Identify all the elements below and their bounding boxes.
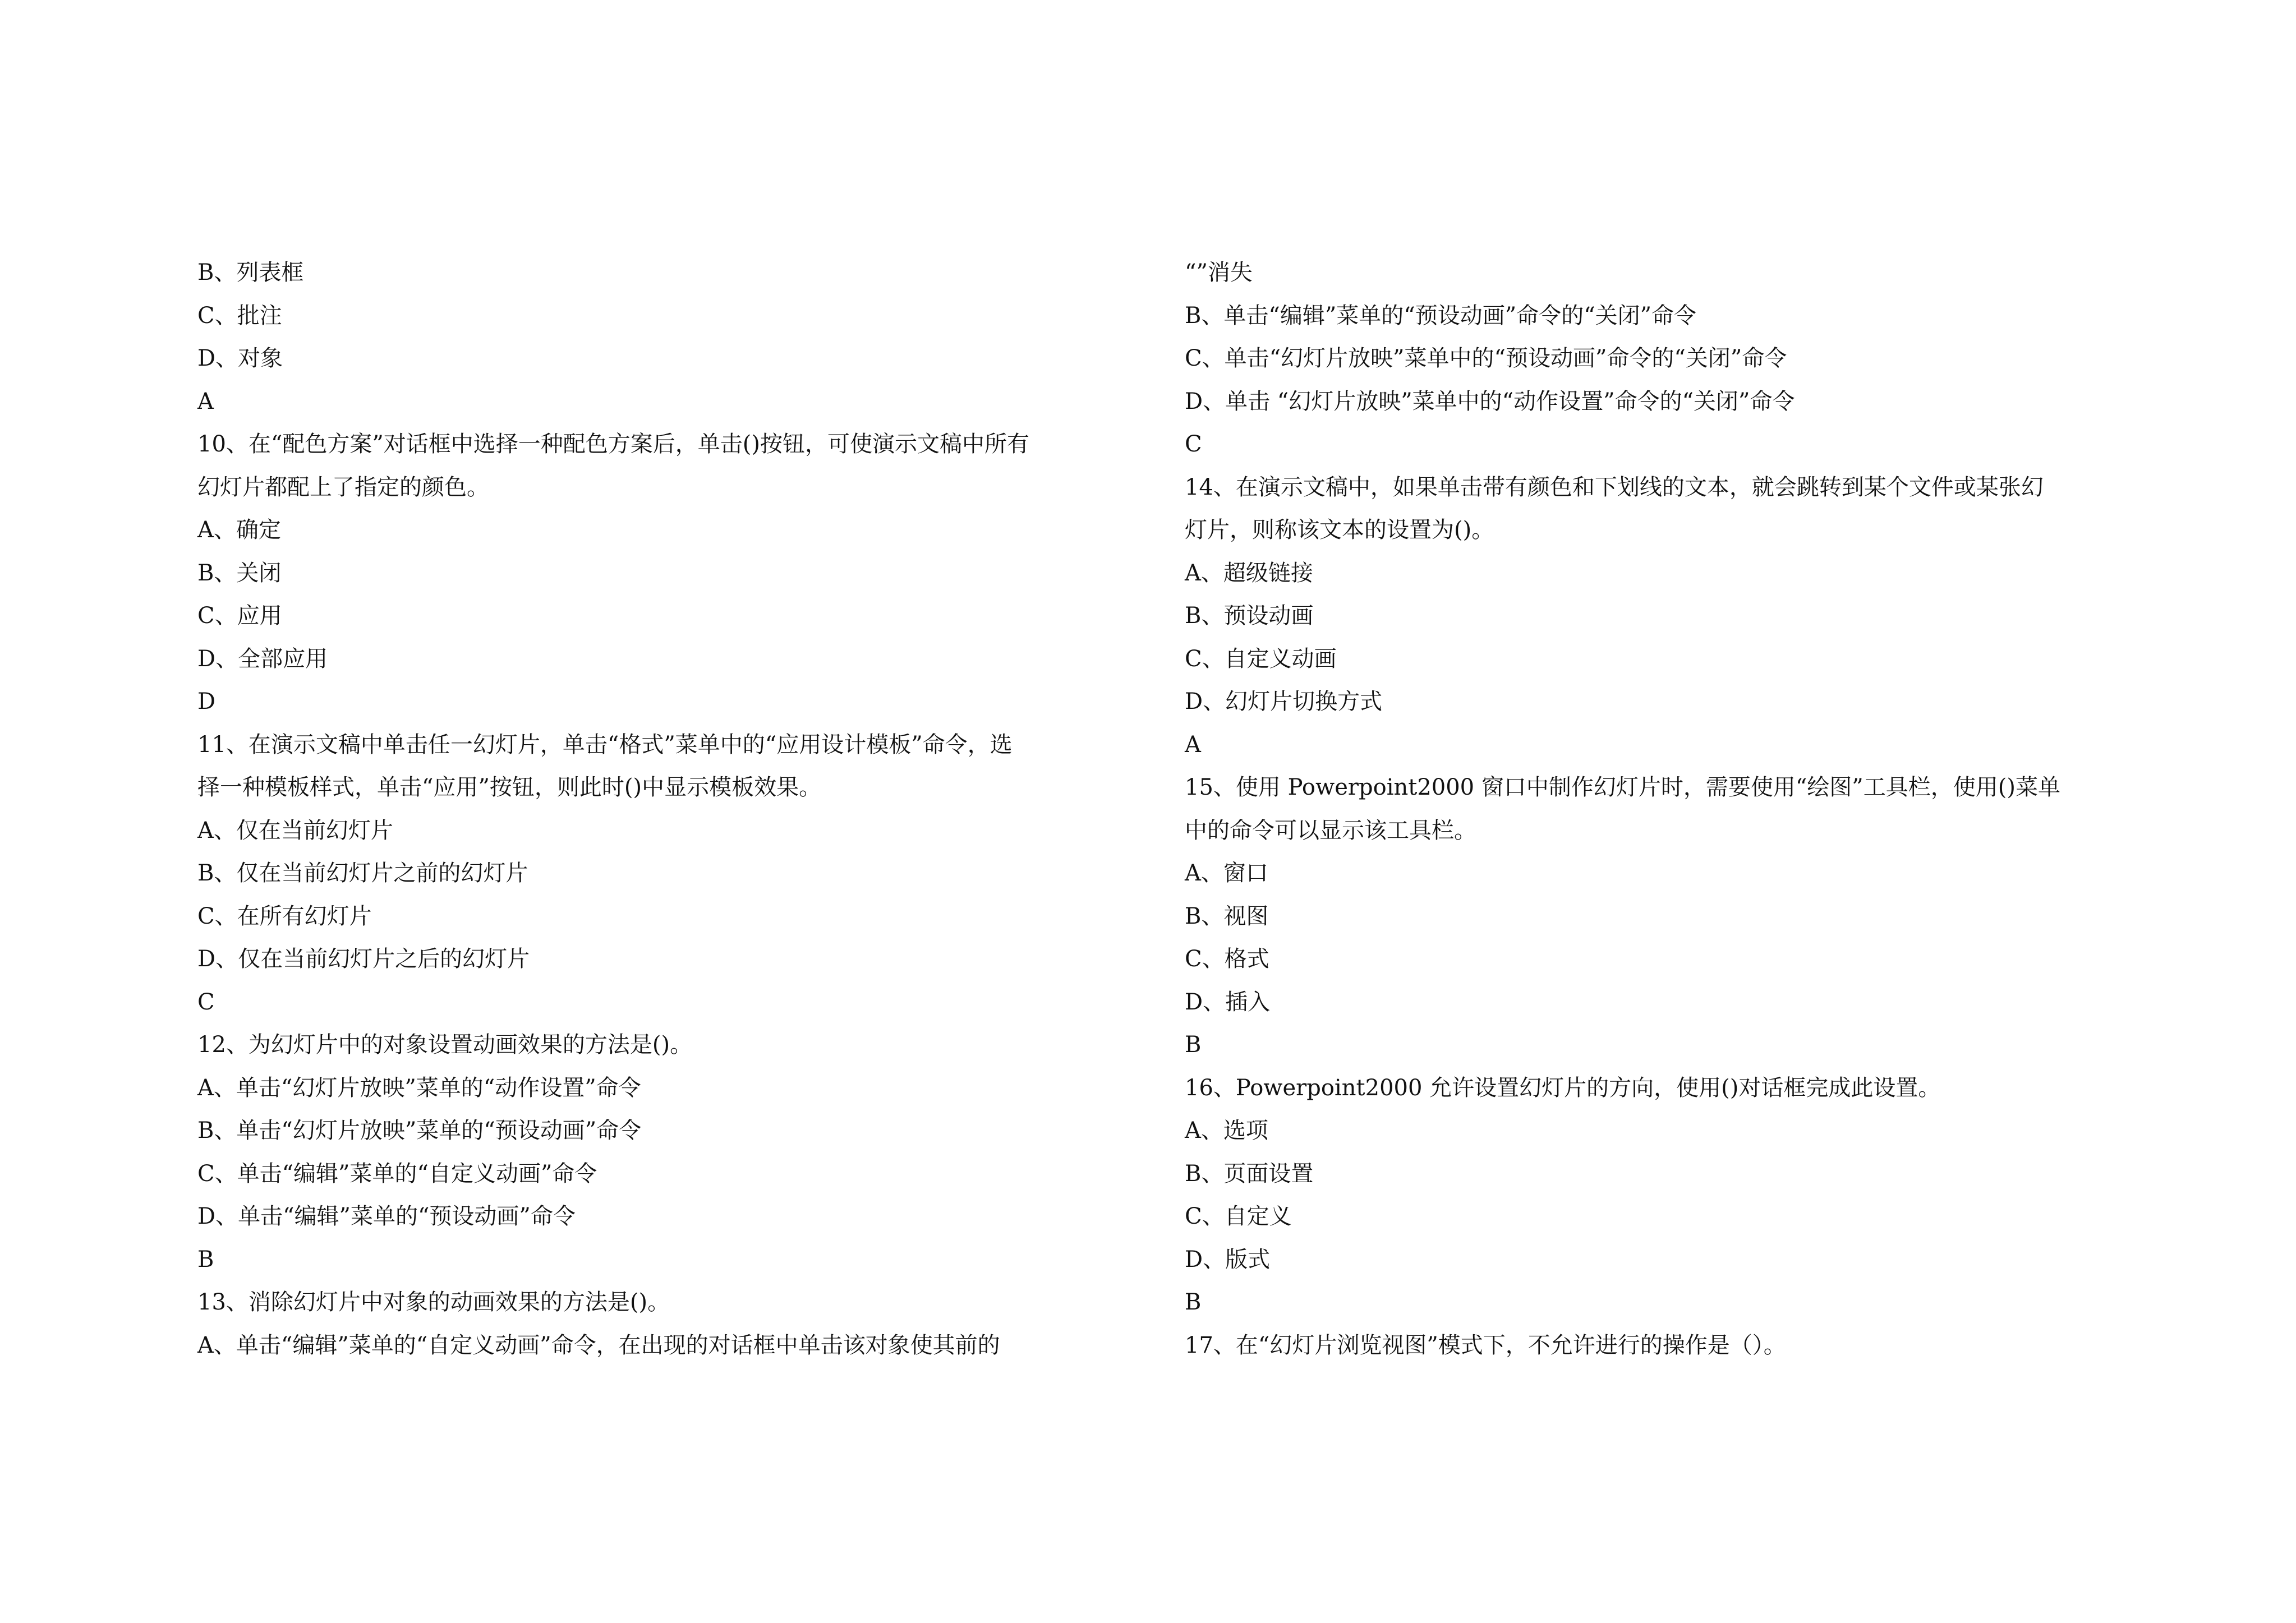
text-line: B、列表框 <box>197 260 304 285</box>
text-line: D、单击 “幻灯片放映”菜单中的“动作设置”命令的“关闭”命令 <box>1185 388 1795 414</box>
text-line: C、自定义 <box>1185 1204 1292 1229</box>
left-column <box>197 251 1140 1367</box>
text-line: C、自定义动画 <box>1185 645 1337 672</box>
text-line: C、单击“幻灯片放映”菜单中的“预设动画”命令的“关闭”命令 <box>1185 345 1787 371</box>
answer-line: B <box>1185 1289 1202 1315</box>
question-14: 14、在演示文稿中，如果单击带有颜色和下划线的文本，就会跳转到某个文件或某张幻 <box>1185 474 2044 500</box>
text-line: A、超级链接 <box>1185 560 1313 586</box>
text-line: D、对象 <box>197 345 283 371</box>
text-line: 灯片，则称该文本的设置为()。 <box>1185 517 1494 543</box>
answer-line: A <box>1185 731 1201 758</box>
text-line: B、预设动画 <box>1185 603 1314 629</box>
text-line: B、仅在当前幻灯片之前的幻灯片 <box>197 860 528 886</box>
text-line: A、单击“编辑”菜单的“自定义动画”命令，在出现的对话框中单击该对象使其前的 <box>197 1332 1000 1358</box>
answer-line: C <box>197 989 215 1015</box>
text-line: C、批注 <box>197 302 282 329</box>
question-10: 10、在“配色方案”对话框中选择一种配色方案后，单击()按钮，可使演示文稿中所有 <box>197 431 1030 457</box>
text-line: B、单击“编辑”菜单的“预设动画”命令的“关闭”命令 <box>1185 302 1697 329</box>
answer-line: C <box>1185 431 1202 457</box>
text-line: A、确定 <box>197 517 281 543</box>
text-line: B、页面设置 <box>1185 1160 1314 1187</box>
text-line: A、单击“幻灯片放映”菜单的“动作设置”命令 <box>197 1075 641 1101</box>
right-column <box>1185 251 2127 1367</box>
text-line: C、格式 <box>1185 946 1269 972</box>
text-line: A、仅在当前幻灯片 <box>197 817 393 843</box>
text-line: C、在所有幻灯片 <box>197 903 372 929</box>
question-17: 17、在“幻灯片浏览视图”模式下，不允许进行的操作是（）。 <box>1185 1332 1786 1358</box>
text-line: C、应用 <box>197 603 282 629</box>
text-line: B、视图 <box>1185 903 1269 929</box>
text-line: B、单击“幻灯片放映”菜单的“预设动画”命令 <box>197 1118 642 1144</box>
text-line: 中的命令可以显示该工具栏。 <box>1185 817 1476 843</box>
question-13: 13、消除幻灯片中对象的动画效果的方法是()。 <box>197 1289 670 1315</box>
text-line: 幻灯片都配上了指定的颜色。 <box>197 474 489 500</box>
answer-line: B <box>1185 1032 1202 1058</box>
text-line: 择一种模板样式，单击“应用”按钮，则此时()中显示模板效果。 <box>197 774 822 800</box>
question-16: 16、Powerpoint2000 允许设置幻灯片的方向，使用()对话框完成此设置。 <box>1185 1075 1941 1101</box>
text-line: “”消失 <box>1185 260 1253 285</box>
text-line: D、版式 <box>1185 1246 1271 1272</box>
text-line: D、插入 <box>1185 989 1271 1015</box>
text-line: A、选项 <box>1185 1118 1268 1144</box>
question-11: 11、在演示文稿中单击任一幻灯片，单击“格式”菜单中的“应用设计模板”命令，选 <box>197 731 1013 758</box>
question-12: 12、为幻灯片中的对象设置动画效果的方法是()。 <box>197 1032 693 1058</box>
text-line: D、单击“编辑”菜单的“预设动画”命令 <box>197 1204 576 1229</box>
answer-line: D <box>197 689 216 714</box>
text-line: C、单击“编辑”菜单的“自定义动画”命令 <box>197 1160 597 1187</box>
text-line: D、幻灯片切换方式 <box>1185 689 1383 714</box>
text-line: B、关闭 <box>197 560 282 586</box>
answer-line: B <box>197 1246 214 1272</box>
question-15: 15、使用 Powerpoint2000 窗口中制作幻灯片时，需要使用“绘图”工具栏，使用()菜单 <box>1185 774 2060 800</box>
text-line: D、仅在当前幻灯片之后的幻灯片 <box>197 946 530 972</box>
text-line: A、窗口 <box>1185 860 1268 886</box>
answer-line: A <box>197 388 214 414</box>
text-line: D、全部应用 <box>197 645 328 672</box>
